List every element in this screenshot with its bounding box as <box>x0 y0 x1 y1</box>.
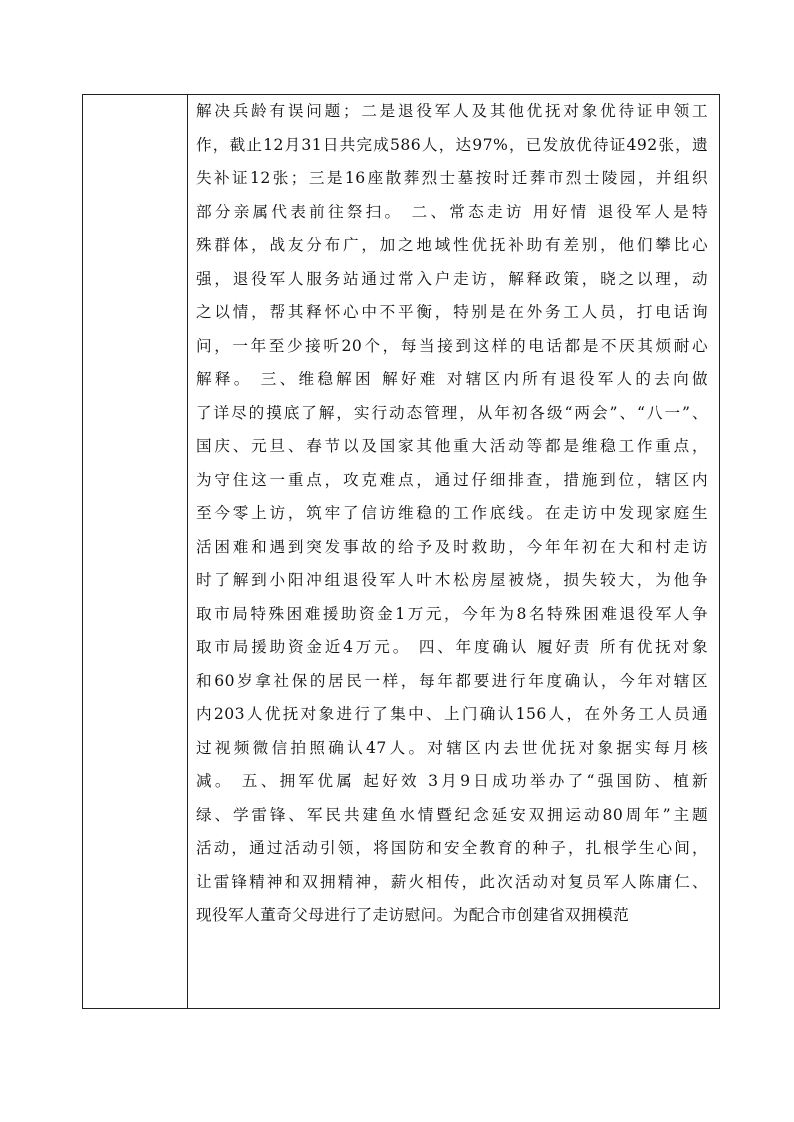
text-line: 解决兵龄有误问题；二是退役军人及其他优抚对象优待证申领工 <box>196 102 708 120</box>
text-line: 作，截止12月31日共完成586人，达97%，已发放优待证492张，遗 <box>196 135 708 154</box>
text-line: 部分亲属代表前往祭扫。 二、常态走访 用好情 退役军人是特 <box>196 202 708 221</box>
text-line: 国庆、元旦、春节以及国家其他重大活动等都是维稳工作重点， <box>196 437 708 455</box>
text-line: 内203人优抚对象进行了集中、上门确认156人，在外务工人员通 <box>196 705 708 723</box>
text-line: 为守住这一重点，攻克难点，通过仔细排查，措施到位，辖区内 <box>196 470 708 489</box>
document-table <box>82 94 720 1009</box>
text-line: 和60岁拿社保的居民一样，每年都要进行年度确认，今年对辖区 <box>196 671 708 690</box>
text-line: 取市局特殊困难援助资金1万元，今年为8名特殊困难退役军人争 <box>196 604 708 623</box>
text-line: 活困难和遇到突发事故的给予及时救助，今年年初在大和村走访 <box>196 537 708 556</box>
text-line: 之以情，帮其释怀心中不平衡，特别是在外务工人员，打电话询 <box>196 303 708 321</box>
body-text <box>196 95 708 933</box>
column-divider <box>187 95 188 1008</box>
text-line: 殊群体，战友分布广，加之地域性优抚补助有差别，他们攀比心 <box>196 236 708 254</box>
text-line: 减。 五、拥军优属 起好效 3月9日成功举办了“强国防、植新 <box>196 772 708 790</box>
text-line: 解释。 三、维稳解困 解好难 对辖区内所有退役军人的去向做 <box>196 370 708 388</box>
text-line: 让雷锋精神和双拥精神，薪火相传，此次活动对复员军人陈庸仁、 <box>196 872 708 891</box>
text-line: 取市局援助资金近4万元。 四、年度确认 履好责 所有优抚对象 <box>196 638 708 656</box>
text-line: 问，一年至少接听20个，每当接到这样的电话都是不厌其烦耐心 <box>196 336 708 355</box>
text-line: 失补证12张；三是16座散葬烈士墓按时迁葬市烈士陵园，并组织 <box>196 169 708 187</box>
text-line: 活动，通过活动引领，将国防和安全教育的种子，扎根学生心间， <box>196 839 708 857</box>
text-line: 绿、学雷锋、军民共建鱼水情暨纪念延安双拥运动80周年”主题 <box>196 805 708 824</box>
text-line: 过视频微信拍照确认47人。对辖区内去世优抚对象据实每月核 <box>196 738 708 757</box>
text-line: 现役军人董奇父母进行了走访慰问。为配合市创建省双拥模范 <box>196 906 630 924</box>
text-line: 至今零上访，筑牢了信访维稳的工作底线。在走访中发现家庭生 <box>196 504 708 522</box>
text-line: 了详尽的摸底了解，实行动态管理，从年初各级“两会”、“八一”、 <box>196 403 708 422</box>
text-line: 强，退役军人服务站通过常入户走访，解释政策，晓之以理，动 <box>196 269 708 288</box>
text-line: 时了解到小阳冲组退役军人叶木松房屋被烧，损失较大，为他争 <box>196 571 708 589</box>
